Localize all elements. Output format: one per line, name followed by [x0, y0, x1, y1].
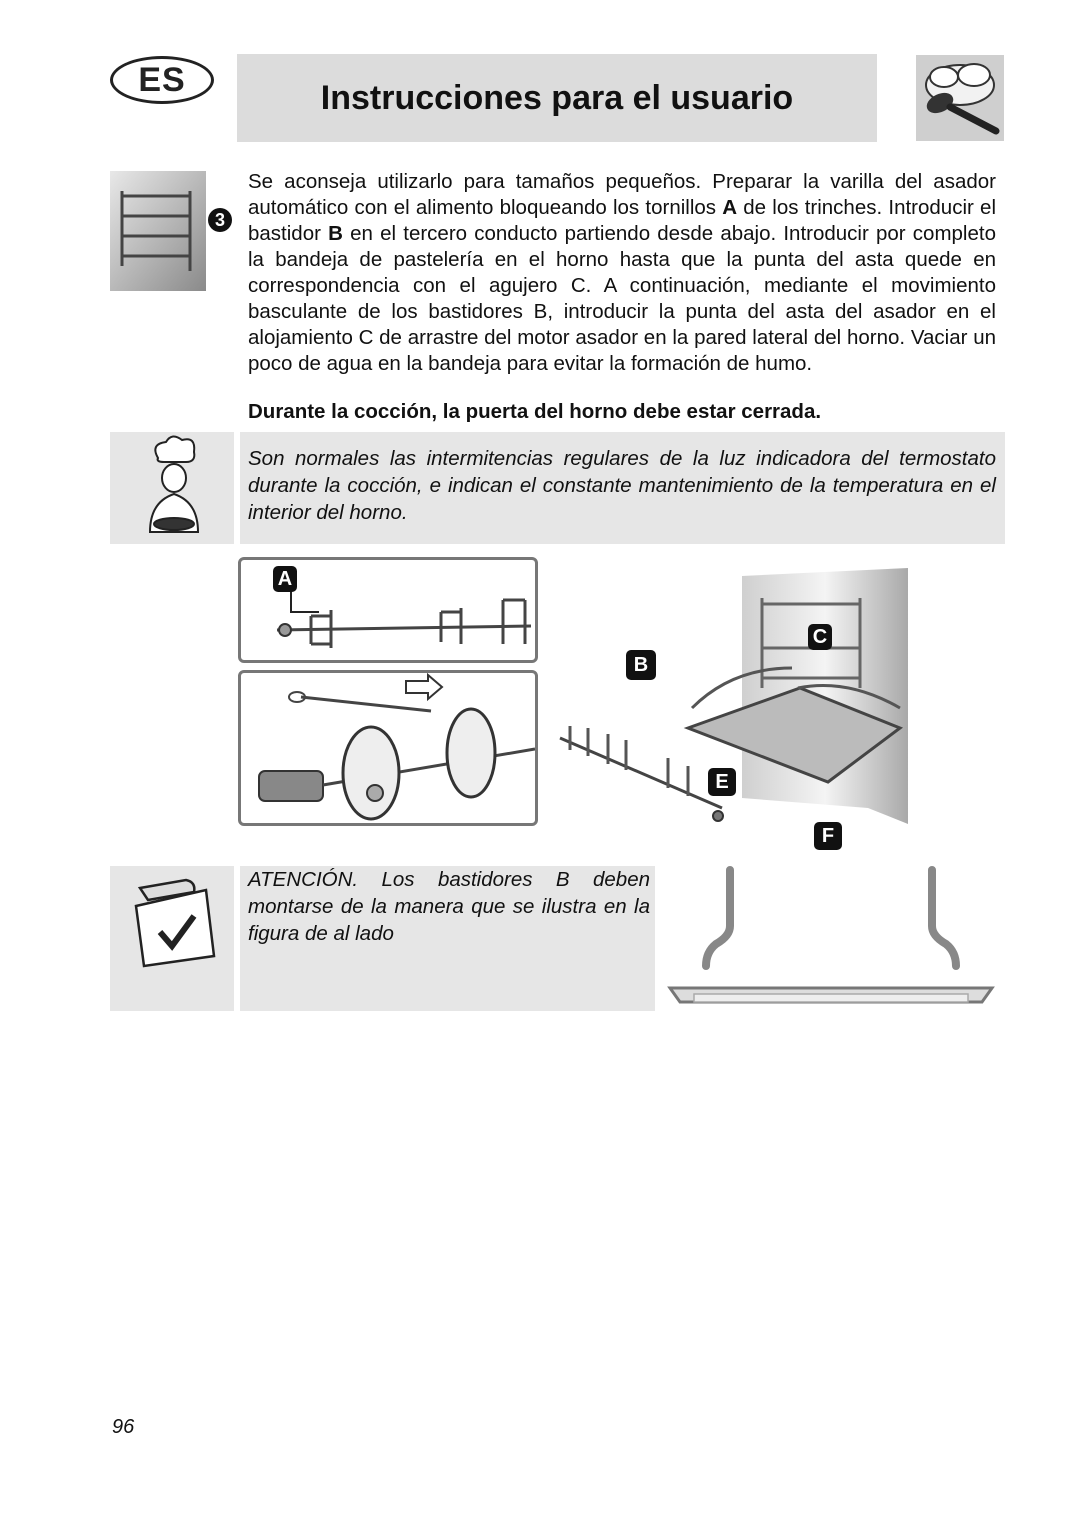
- chef-spoon-logo: [916, 55, 1004, 141]
- spit-detail-panel: [238, 557, 538, 663]
- page-number: 96: [112, 1416, 135, 1438]
- language-badge: [110, 56, 214, 104]
- oven-tray-illustration: [548, 568, 910, 858]
- label-a: A: [273, 566, 297, 592]
- chef-note-icon: [110, 432, 234, 544]
- spit-assembly-panel: [238, 670, 538, 826]
- oven-shelf-icon: [110, 171, 206, 291]
- label-f: F: [814, 822, 842, 850]
- label-e: E: [708, 768, 736, 796]
- label-c: C: [808, 624, 832, 650]
- label-b: B: [626, 650, 656, 680]
- title-bar: [237, 54, 877, 142]
- rack-mounting-illustration: [664, 866, 998, 1012]
- attention-note: ATENCIÓN. Los bastidores B deben montarse de la manera que se ilustra en la figura de al lado: [248, 868, 650, 945]
- page-title: Instrucciones para el usuario: [320, 78, 794, 117]
- intro-paragraph: Se aconseja utilizarlo para tamaños pequeños. Preparar la varilla del asador automático con el alimento bloqueando los tornillos A de los trinches. Introducir el bastidor B en el tercero conducto partiendo desde abajo. Introducir por completo la bandeja de pastelería en el horno hasta que la punta del asta quede en correspondencia con el agujero C. A continuación, mediante el movimiento basculante de los bastidores B, introducir la punta del asta del asador en el alojamiento C de arrastre del motor asador en la pared lateral del horno. Vaciar un poco de agua en la bandeja para evitar la formación de humo.: [248, 170, 996, 375]
- warning-text: Durante la cocción, la puerta del horno debe estar cerrada.: [248, 400, 822, 423]
- language-code: ES: [138, 60, 186, 99]
- shelf-number-badge: 3: [208, 208, 232, 232]
- notepad-check-icon: [110, 866, 234, 1011]
- thermostat-note: Son normales las intermitencias regulares de la luz indicadora del termostato durante la cocción, e indican el constante mantenimiento de la temperatura en el interior del horno.: [248, 447, 996, 524]
